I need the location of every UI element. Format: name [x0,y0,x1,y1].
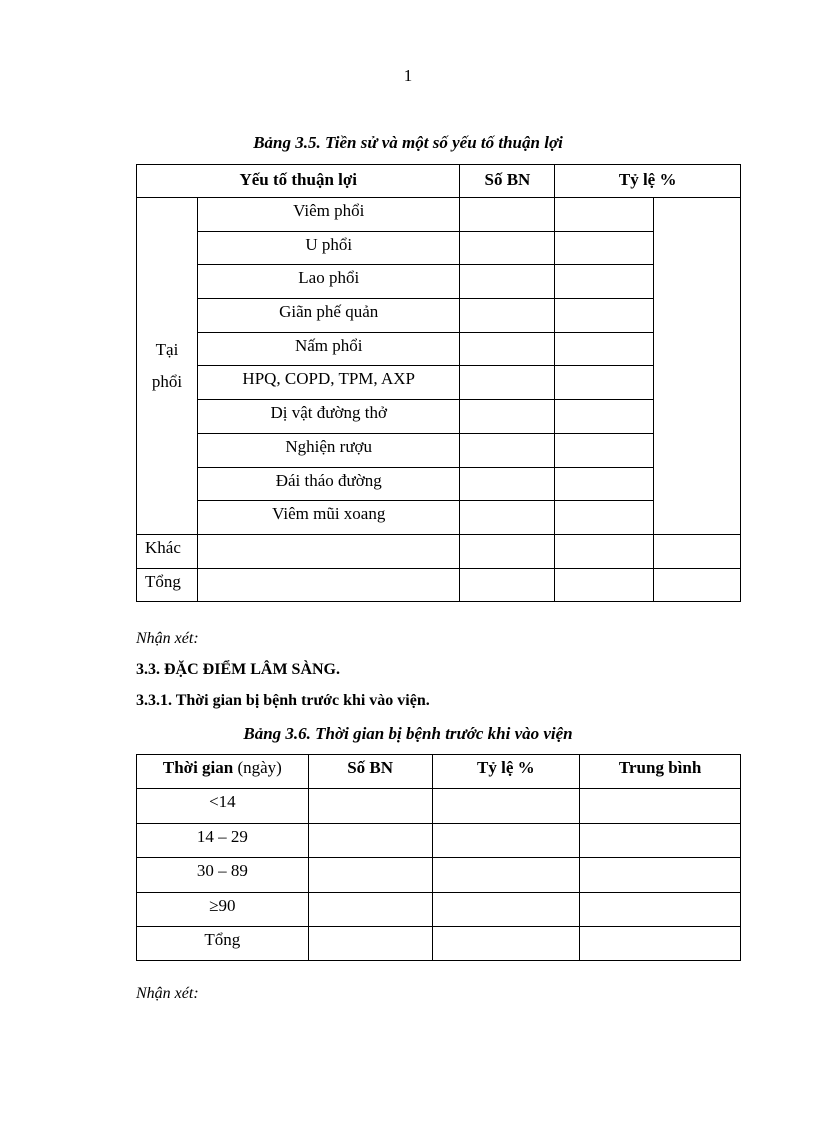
total-label: Tổng [137,926,309,960]
table-row [137,332,741,366]
section-heading: 3.3. ĐẶC ĐIỂM LÂM SÀNG. [136,661,340,678]
factor-cell: Nấm phổi [197,332,460,366]
header-rate: Tỷ lệ % [432,755,580,789]
factor-cell: HPQ, COPD, TPM, AXP [197,366,460,400]
table-row [137,568,741,602]
table-row [137,400,741,434]
factor-cell: Nghiện rượu [197,433,460,467]
time-range-cell: ≥90 [137,892,309,926]
factor-cell: Lao phổi [197,265,460,299]
header-time: Thời gian (ngày) [137,755,309,789]
header-rate: Tỷ lệ % [555,165,741,198]
group-label-lung: Tại phổi [137,198,198,535]
table-3-5-note: Nhận xét: [136,630,199,647]
table-3-6 [136,754,741,961]
time-range-cell: 14 – 29 [137,823,309,857]
table-3-5 [136,164,741,602]
table-3-6-note: Nhận xét: [136,985,199,1002]
table-row [137,858,741,892]
table-header-row [137,165,741,198]
time-range-cell: 30 – 89 [137,858,309,892]
factor-cell: Đái tháo đường [197,467,460,501]
header-count: Số BN [460,165,555,198]
header-factor: Yếu tố thuận lợi [137,165,460,198]
table-row [137,198,741,232]
table-row [137,501,741,535]
table-row [137,534,741,568]
table-row [137,231,741,265]
factor-cell: Giãn phế quản [197,299,460,333]
table-3-5-caption: Bảng 3.5. Tiền sử và một số yếu tố thuận lợi [253,133,563,152]
total-label: Tổng [137,568,198,602]
page-number: 1 [403,66,413,85]
factor-cell: Dị vật đường thở [197,400,460,434]
other-label: Khác [137,534,198,568]
header-count: Số BN [308,755,432,789]
factor-cell: Viêm mũi xoang [197,501,460,535]
table-row [137,789,741,823]
table-3-6-caption: Bảng 3.6. Thời gian bị bệnh trước khi vào viện [243,724,573,743]
table-row [137,366,741,400]
factor-cell: U phổi [197,231,460,265]
table-row [137,299,741,333]
table-row [137,467,741,501]
table-row [137,433,741,467]
table-row [137,892,741,926]
merged-empty-cell [654,198,741,535]
time-range-cell: <14 [137,789,309,823]
factor-cell: Viêm phổi [197,198,460,232]
table-row [137,926,741,960]
table-header-row [137,755,741,789]
table-row [137,823,741,857]
table-row [137,265,741,299]
header-average: Trung bình [580,755,741,789]
section-subheading: 3.3.1. Thời gian bị bệnh trước khi vào viện. [136,692,430,709]
